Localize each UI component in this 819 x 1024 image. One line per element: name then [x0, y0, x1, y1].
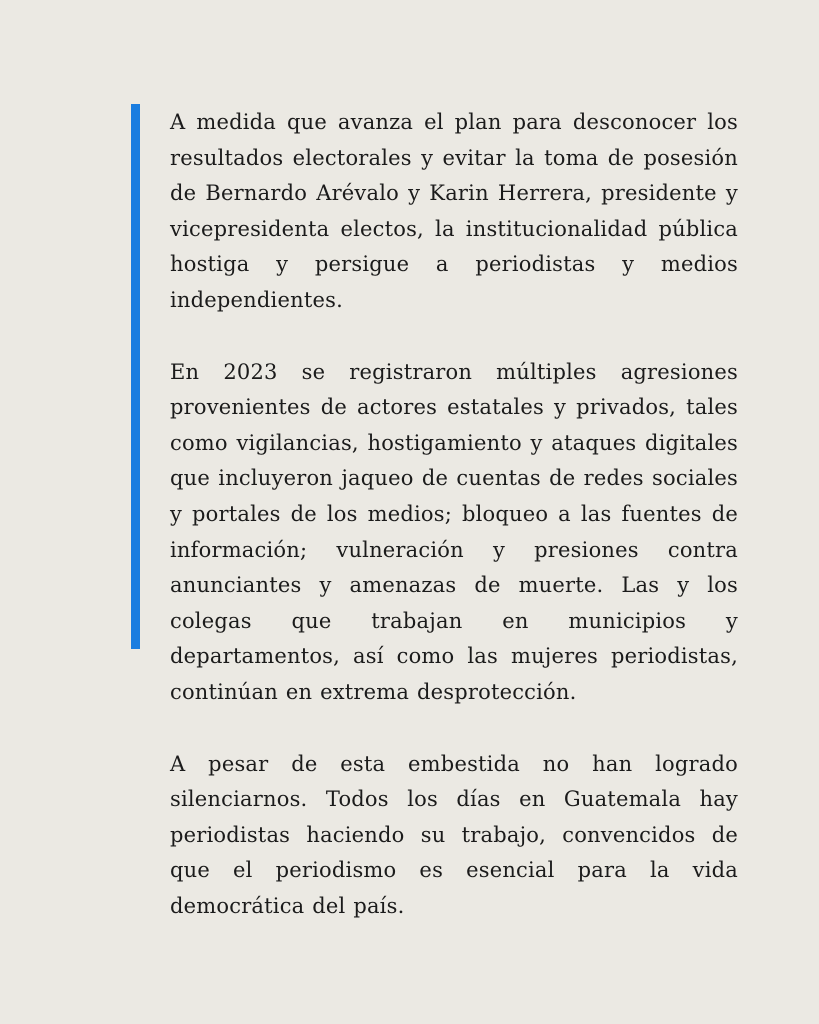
paragraph-3: A pesar de esta embestida no han logrado silenciarnos. Todos los días en Guatemala hay periodistas haciendo su trabajo, convencidos de que el periodismo es esencial para la vida democrática del país.	[170, 751, 738, 918]
paragraph-2: En 2023 se registraron múltiples agresiones provenientes de actores estatales y privados, tales como vigilancias, hostigamiento y ataques digitales que incluyeron jaqueo de cuentas de redes sociales y portales de los medios; bloqueo a las fuentes de información; vulneración y presiones contra anunciantes y amenazas de muerte. Las y los colegas que trabajan en municipios y departamentos, así como las mujeres periodistas, continúan en extrema desprotección.	[170, 359, 738, 704]
paragraph-1: A medida que avanza el plan para desconocer los resultados electorales y evitar la toma de posesión de Bernardo Arévalo y Karin Herrera, presidente y vicepresidenta electos, la institucionalidad pública hostiga y persigue a periodistas y medios independientes.	[170, 110, 738, 312]
accent-bar	[131, 104, 140, 649]
statement-text-block	[170, 105, 738, 924]
